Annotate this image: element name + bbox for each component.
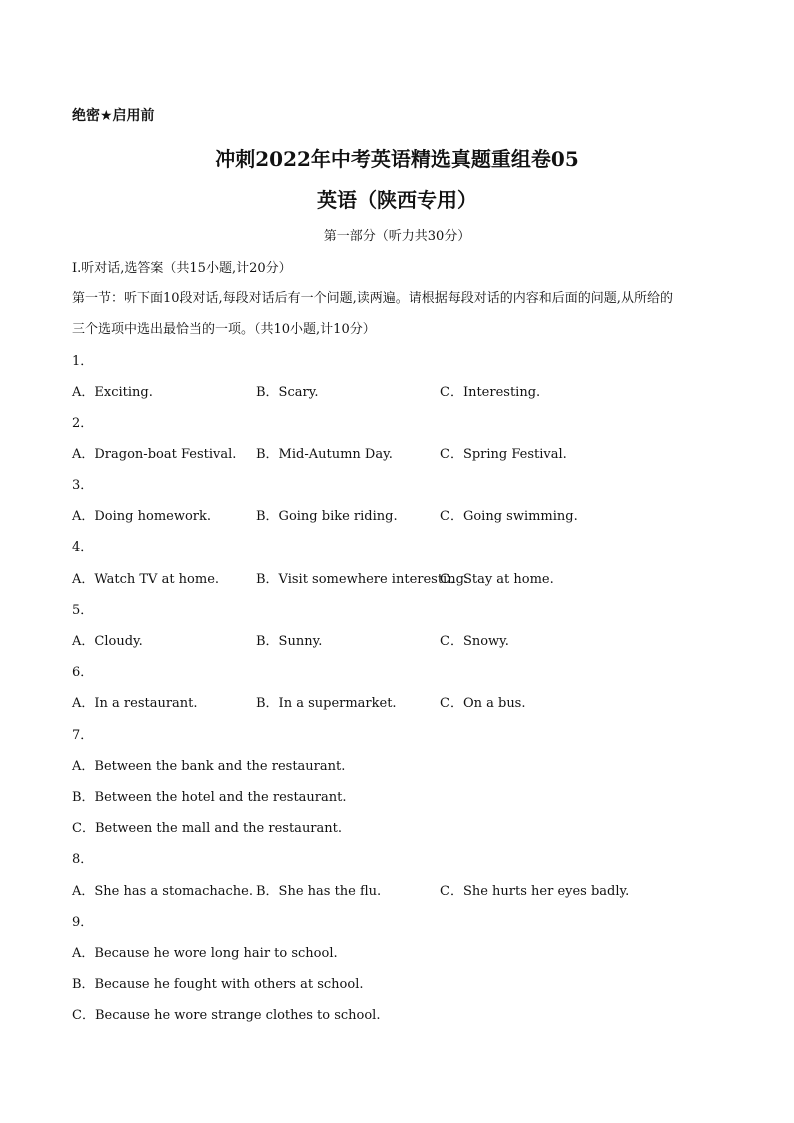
option-b: B．Because he fought with others at school.	[72, 977, 364, 992]
option-a: A．Exciting.	[72, 385, 153, 400]
option-a: A．Watch TV at home.	[72, 572, 220, 587]
question-number: 4．	[72, 540, 94, 555]
option-a: A．She has a stomachache.	[72, 884, 253, 899]
option-b: B．Mid-Autumn Day.	[256, 447, 393, 462]
part-heading: 第一部分（听力共30分）	[323, 229, 471, 244]
option-b: B．Between the hotel and the restaurant.	[72, 790, 347, 805]
question-number: 1．	[72, 354, 94, 369]
option-b: B．She has the flu.	[256, 884, 382, 899]
option-c: C．She hurts her eyes badly.	[440, 884, 630, 899]
section-instruction-line1: 第一节：听下面10段对话,每段对话后有一个问题,读两遍。请根据每段对话的内容和后面的问题,从所给的	[72, 291, 673, 306]
option-b: B．Sunny.	[256, 634, 323, 649]
question-number: 6．	[72, 665, 94, 680]
question-number: 9．	[72, 915, 94, 930]
option-a: A．Because he wore long hair to school.	[72, 946, 338, 961]
option-c: C．Because he wore strange clothes to school.	[72, 1008, 381, 1023]
question-number: 2．	[72, 416, 94, 431]
option-a: A．Dragon-boat Festival.	[72, 447, 237, 462]
option-b: B．Visit somewhere interesting.	[256, 572, 469, 587]
section-instruction-line2: 三个选项中选出最恰当的一项。（共10小题,计10分）	[72, 322, 376, 337]
question-number: 3．	[72, 478, 94, 493]
option-b: B．In a supermarket.	[256, 696, 397, 711]
option-b: B．Scary.	[256, 385, 319, 400]
confidential-label: 绝密★启用前	[72, 108, 155, 124]
exam-subtitle: 英语（陕西专用）	[317, 188, 477, 212]
question-number: 8．	[72, 852, 94, 867]
option-c: C．Going swimming.	[440, 509, 578, 524]
option-a: A．In a restaurant.	[72, 696, 198, 711]
option-a: A．Between the bank and the restaurant.	[72, 759, 346, 774]
option-c: C．Snowy.	[440, 634, 509, 649]
option-a: A．Cloudy.	[72, 634, 143, 649]
option-b: B．Going bike riding.	[256, 509, 398, 524]
option-c: C．Interesting.	[440, 385, 541, 400]
option-c: C．Spring Festival.	[440, 447, 567, 462]
section-heading: Ⅰ.听对话,选答案（共15小题,计20分）	[72, 261, 292, 276]
exam-title: 冲刺2022年中考英语精选真题重组卷05	[215, 147, 579, 171]
question-number: 7．	[72, 728, 94, 743]
option-c: C．Stay at home.	[440, 572, 554, 587]
option-c: C．Between the mall and the restaurant.	[72, 821, 343, 836]
question-number: 5．	[72, 603, 94, 618]
option-a: A．Doing homework.	[72, 509, 212, 524]
option-c: C．On a bus.	[440, 696, 526, 711]
